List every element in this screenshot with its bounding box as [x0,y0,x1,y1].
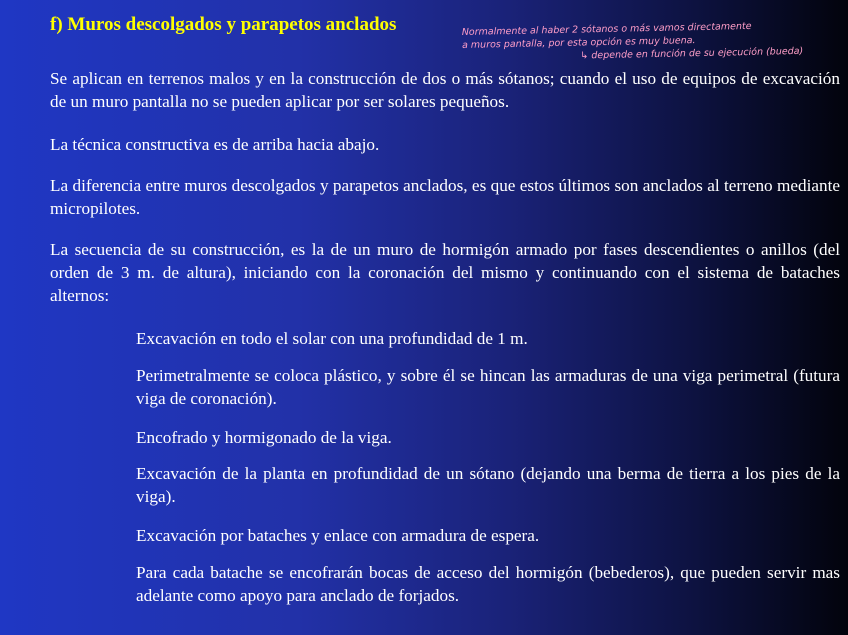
step-item: Excavación de la planta en profundidad de un sótano (dejando una berma de tierra a los pies de la viga). [136,464,840,506]
step-item: Encofrado y hormigonado de la viga. [136,428,392,447]
paragraph-application: Se aplican en terrenos malos y en la construcción de dos o más sótanos; cuando el uso de equipos de excavación de un muro pantalla no se pueden aplicar por ser solares pequeños. [50,69,840,111]
paragraph-technique: La técnica constructiva es de arriba hacia abajo. [50,135,380,154]
handwritten-note [462,18,843,65]
handwritten-note-line: Normalmente al haber 2 sótanos o más vamos directamente [461,20,752,38]
paragraph-difference: La diferencia entre muros descolgados y parapetos anclados, es que estos últimos son anclados al terreno mediante micropilotes. [50,176,840,218]
paragraph-sequence: La secuencia de su construcción, es la de un muro de hormigón armado por fases descendientes o anillos (del orden de 3 m. de altura), iniciando con la coronación del mismo y continuando con el sistema de bataches alternos: [50,240,840,305]
step-item: Excavación por bataches y enlace con armadura de espera. [136,526,540,545]
handwritten-note-line: a muros pantalla, por esta opción es muy buena. [461,35,696,51]
handwritten-note-line: ↳ depende en función de su ejecución (bueda) [580,45,804,62]
step-item: Perimetralmente se coloca plástico, y sobre él se hincan las armaduras de una viga perimetral (futura viga de coronación). [136,366,840,408]
step-item: Excavación en todo el solar con una profundidad de 1 m. [136,329,528,348]
slide-title: f) Muros descolgados y parapetos anclados [50,14,397,35]
step-item: Para cada batache se encofrarán bocas de acceso del hormigón (bebederos), que pueden servir mas adelante como apoyo para anclado de forjados. [136,563,840,605]
